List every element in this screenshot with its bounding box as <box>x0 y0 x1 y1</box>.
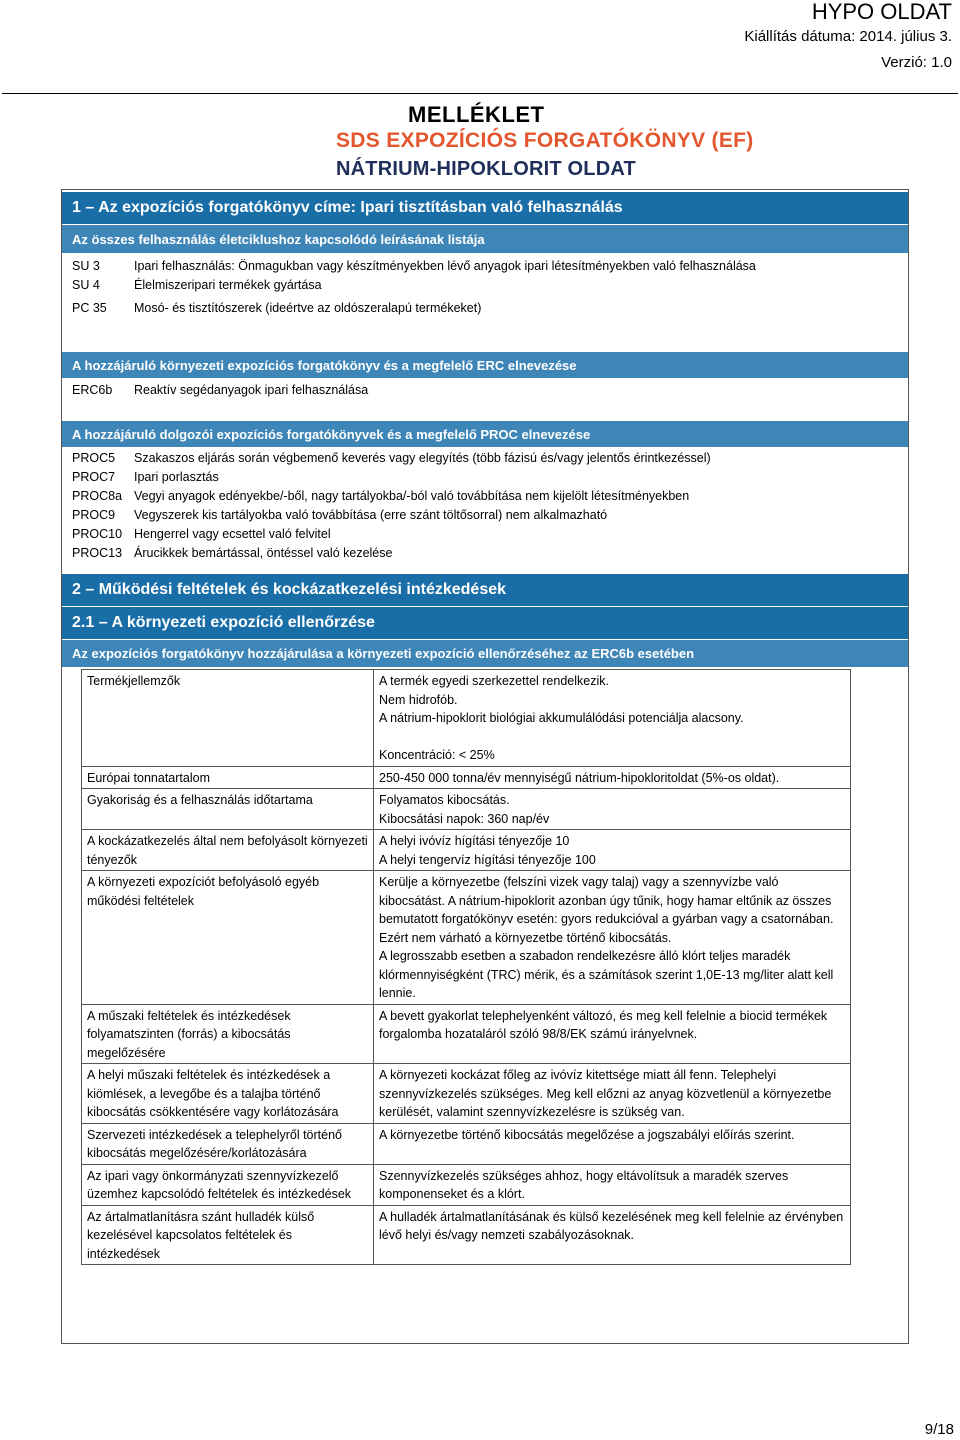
document-header <box>744 0 952 76</box>
table-row <box>82 1064 851 1124</box>
condition-text: 250-450 000 tonna/év mennyiségű nátrium-hipokloritoldat (5%-os oldat). <box>379 770 780 785</box>
list-item <box>62 299 908 318</box>
condition-text: Kibocsátási napok: 360 nap/év <box>379 811 550 826</box>
condition-label: Gyakoriság és a felhasználás időtartama <box>82 789 374 830</box>
condition-text: Kerülje a környezetbe (felszíni vizek vagy talaj) vagy a szennyvízbe való kibocsátást. A nátrium-hipoklorit azonban úgy tűnik, hogy hamar eltűnik az összes bemutatott forgatókönyv esetén: gyors redukcióval a gyárban vagy a csatornában. Ezért nem várható a környezetbe történő kibocsátás. <box>379 875 834 945</box>
condition-value <box>374 1123 851 1164</box>
table-row <box>82 1205 851 1265</box>
sds-subtitle: NÁTRIUM-HIPOKLORIT OLDAT <box>336 158 636 180</box>
proc-code: PROC5 <box>72 451 116 465</box>
condition-value <box>374 830 851 871</box>
header-divider <box>2 93 958 94</box>
condition-value <box>374 789 851 830</box>
condition-text: Nem hidrofób. <box>379 692 458 707</box>
condition-label: A műszaki feltételek és intézkedések folyamatszinten (forrás) a kibocsátás megelőzésére <box>82 1004 374 1064</box>
condition-label: A kockázatkezelés által nem befolyásolt környezeti tényezők <box>82 830 374 871</box>
condition-label: Termékjellemzők <box>82 670 374 767</box>
list-item <box>62 468 908 487</box>
table-row <box>82 766 851 789</box>
use-description: Mosó- és tisztítószerek (ideértve az oldószeralapú termékeket) <box>134 301 482 315</box>
condition-text: A környezetbe történő kibocsátás megelőzése a jogszabályi előírás szerint. <box>379 1127 795 1142</box>
proc-code: PROC10 <box>72 527 123 541</box>
condition-label: Európai tonnatartalom <box>82 766 374 789</box>
condition-text: A helyi ivóvíz hígítási tényezője 10 <box>379 834 570 848</box>
list-item <box>62 487 908 506</box>
condition-label: Szervezeti intézkedések a telephelyről történő kibocsátás megelőzésére/korlátozására <box>82 1123 374 1164</box>
table-row <box>82 1164 851 1205</box>
erc-heading: A hozzájáruló környezeti expozíciós forgatókönyv és a megfelelő ERC elnevezése <box>62 352 908 378</box>
use-description: Élelmiszeripari termékek gyártása <box>134 278 322 292</box>
erc-code: ERC6b <box>72 383 113 397</box>
condition-text: A helyi tengervíz hígítási tényezője 100 <box>379 852 596 867</box>
proc-list <box>62 449 908 563</box>
condition-text <box>379 728 845 747</box>
table-row <box>82 670 851 767</box>
sds-title: SDS EXPOZÍCIÓS FORGATÓKÖNYV (EF) <box>336 129 754 152</box>
condition-text: Koncentráció: < 25% <box>379 748 495 762</box>
condition-value <box>374 1064 851 1124</box>
proc-code: PROC7 <box>72 470 116 484</box>
list-item <box>62 257 908 276</box>
proc-description: Vegyi anyagok edényekbe/-ből, nagy tartályokba/-ból való továbbítása nem kijelölt létesítményekben <box>134 489 690 503</box>
list-item <box>62 276 908 295</box>
version: Verzió: 1.0 <box>881 54 952 71</box>
condition-text: A nátrium-hipoklorit biológiai akkumulálódási potenciálja alacsony. <box>379 711 744 725</box>
table-row <box>82 871 851 1005</box>
lifecycle-heading: Az összes felhasználás életciklushoz kapcsolódó leírásának listája <box>62 225 908 253</box>
condition-label: A környezeti expozíciót befolyásoló egyéb működési feltételek <box>82 871 374 1005</box>
section2-title: 2 – Működési feltételek és kockázatkezelési intézkedések <box>62 574 908 606</box>
condition-value <box>374 766 851 789</box>
use-description: Ipari felhasználás: Önmagukban vagy készítményekben lévő anyagok ipari létesítményekben való felhasználása <box>134 259 756 273</box>
proc-code: PROC8a <box>72 489 123 503</box>
use-code: PC 35 <box>72 301 107 315</box>
condition-text: A környezeti kockázat főleg az ivóvíz kitettsége miatt áll fenn. Telephelyi szennyvízkezelés szükséges. Meg kell előzni az anyag közvetlenül a környezetbe kerülését, valamint szennyvízkezelésre is szükség van. <box>379 1068 832 1119</box>
proc-description: Szakaszos eljárás során végbemenő keverés vagy elegyítés (több fázisú és/vagy jelentős érintkezéssel) <box>134 451 711 465</box>
condition-value <box>374 871 851 1005</box>
condition-text: A bevett gyakorlat telephelyenként változó, és meg kell felelnie a biocid termékek forgalomba hozataláról szóló 98/8/EK számú irányelvnek. <box>379 1008 828 1041</box>
condition-text: A hulladék ártalmatlanításának és külső kezelésének meg kell felelnie az érvényben lévő helyi és/vagy nemzeti szabályozásoknak. <box>379 1209 844 1242</box>
condition-value <box>374 1164 851 1205</box>
lifecycle-list <box>62 257 908 318</box>
proc-description: Hengerrel vagy ecsettel való felvitel <box>134 527 331 541</box>
condition-text: A termék egyedi szerkezettel rendelkezik. <box>379 674 609 688</box>
annex-title: MELLÉKLET <box>408 102 545 127</box>
list-item <box>62 381 908 400</box>
proc-code: PROC13 <box>72 546 123 560</box>
condition-label: A helyi műszaki feltételek és intézkedések a kiömlések, a levegőbe és a talajba történő kibocsátás csökkentésére vagy korlátozására <box>82 1064 374 1124</box>
erc-list <box>62 381 908 400</box>
use-code: SU 3 <box>72 259 100 273</box>
list-item <box>62 544 908 563</box>
condition-text: Folyamatos kibocsátás. <box>379 793 510 807</box>
condition-text: A legrosszabb esetben a szabadon rendelkezésre álló klórt teljes maradék klórmennyiségként (TRC) mérik, és a számítások szerint 1,0E-13 mg/liter alatt kell lennie. <box>379 949 834 1000</box>
condition-value <box>374 1205 851 1265</box>
proc-code: PROC9 <box>72 508 116 522</box>
list-item <box>62 525 908 544</box>
table-row <box>82 1004 851 1064</box>
condition-label: Az ipari vagy önkormányzati szennyvízkezelő üzemhez kapcsolódó feltételek és intézkedések <box>82 1164 374 1205</box>
proc-description: Vegyszerek kis tartályokba való továbbítása (erre szánt töltősorral) nem alkalmazható <box>134 508 608 522</box>
environmental-conditions-table <box>81 669 851 1265</box>
erc-description: Reaktív segédanyagok ipari felhasználása <box>134 383 369 397</box>
section1-title: 1 – Az expozíciós forgatókönyv címe: Ipari tisztításban való felhasználás <box>62 192 908 224</box>
proc-heading: A hozzájáruló dolgozói expozíciós forgatókönyvek és a megfelelő PROC elnevezése <box>62 421 908 447</box>
use-code: SU 4 <box>72 278 100 292</box>
page-number: 9/18 <box>924 1421 954 1438</box>
contribution-heading: Az expozíciós forgatókönyv hozzájárulása a környezeti expozíció ellenőrzéséhez az ERC6b esetében <box>62 640 908 667</box>
list-item <box>62 506 908 525</box>
condition-text: Szennyvízkezelés szükséges ahhoz, hogy eltávolítsuk a maradék szerves komponenseket és a klórt. <box>379 1168 789 1201</box>
condition-value <box>374 1004 851 1064</box>
product-name: HYPO OLDAT <box>811 0 952 24</box>
proc-description: Ipari porlasztás <box>134 470 219 484</box>
table-row <box>82 1123 851 1164</box>
table-row <box>82 830 851 871</box>
issue-date: Kiállítás dátuma: 2014. július 3. <box>744 28 952 45</box>
exposure-scenario-document <box>61 189 909 1344</box>
table-row <box>82 789 851 830</box>
condition-value <box>374 670 851 767</box>
list-item <box>62 449 908 468</box>
section2-1-title: 2.1 – A környezeti expozíció ellenőrzése <box>62 607 908 639</box>
condition-label: Az ártalmatlanításra szánt hulladék külső kezelésével kapcsolatos feltételek és intézkedések <box>82 1205 374 1265</box>
proc-description: Árucikkek bemártással, öntéssel való kezelése <box>134 546 393 560</box>
